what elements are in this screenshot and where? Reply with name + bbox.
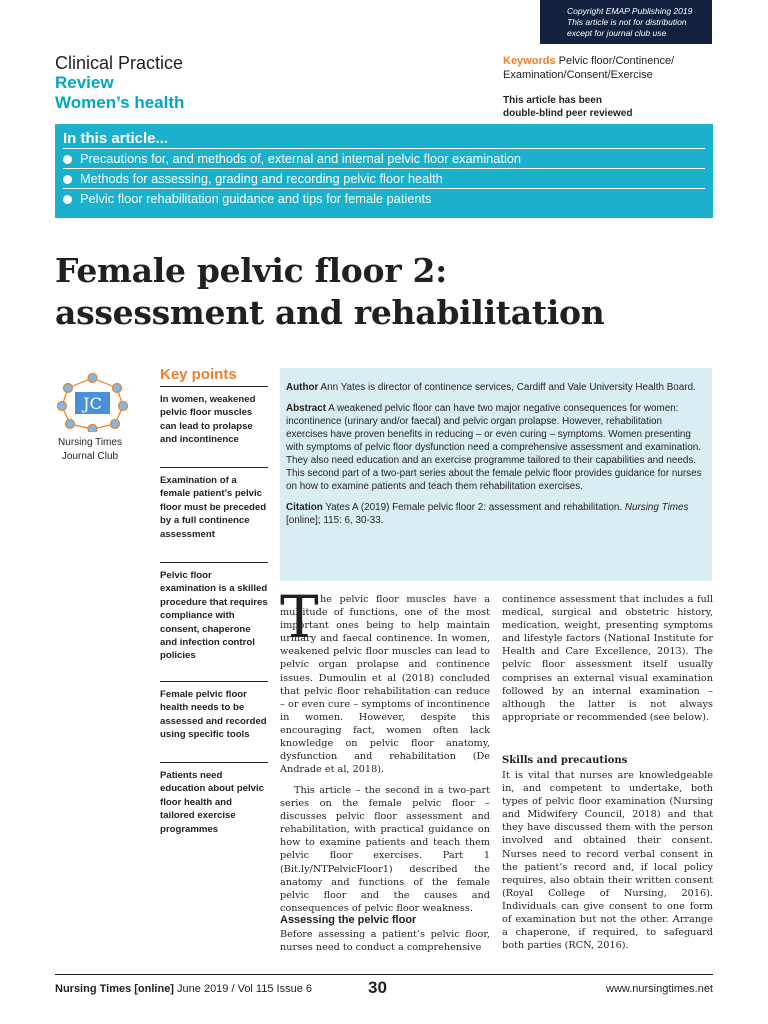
author-label: Author: [286, 382, 319, 393]
abstract-label: Abstract: [286, 403, 327, 414]
in-this-article-list: [63, 148, 705, 208]
copyright-notice: [540, 0, 712, 44]
title-line: Female pelvic floor 2:: [55, 251, 448, 290]
divider: [160, 681, 268, 682]
journal-club-logo-icon: [55, 372, 130, 432]
in-this-article-heading: In this article...: [63, 130, 169, 147]
divider: [160, 762, 268, 763]
key-points-heading: Key points: [160, 366, 237, 383]
divider: [160, 467, 268, 468]
body-paragraph: It is vital that nurses are knowledgeable in, and competent to undertake, both types of pelvic floor examination (Nursing and Midwifery Council, 2018) and that they have discussed them with the person involved and obtained their consent. Nurses need to record verbal consent in the patient’s record and, if local policy requires, also obtain their written consent (Royal College of Nursing, 2016). Individuals can give consent to one form of examination but not the other. Arrange a chaperone, if required, to safeguard both parties (RCN, 2016).: [502, 770, 713, 952]
citation-journal: Nursing Times: [624, 502, 689, 513]
key-point-item: Examination of a female patient’s pelvic floor must be preceded by a full continence assessment: [160, 475, 267, 540]
journal-club-label: [40, 436, 140, 464]
bullet-icon: [63, 175, 72, 184]
keywords-label: Keywords: [503, 55, 556, 67]
peer-review-line: double-blind peer reviewed: [503, 108, 633, 119]
citation-label: Citation: [286, 502, 323, 513]
citation-paragraph: [286, 501, 704, 527]
key-point-item: In women, weakened pelvic floor muscles can lead to prolapse and incontinence: [160, 394, 256, 446]
body-paragraph: continence assessment that includes a full medical, surgical and obstetric history, medication, weight, presenting symptoms and lifestyle factors (National Institute for Health and Care Excellence, 2013). The pelvic floor assessment itself usually comprises an external visual examination followed by an internal examination – although the latter is not always appropriate or recommended (see below).: [502, 594, 713, 723]
footer-url: www.nursingtimes.net: [606, 983, 713, 995]
category-label: Clinical Practice: [55, 53, 184, 73]
list-item-text: Precautions for, and methods of, external and internal pelvic floor examination: [80, 151, 522, 166]
divider: [160, 562, 268, 563]
list-item: [63, 168, 705, 188]
body-paragraph: Before assessing a patient’s pelvic floor, nurses need to conduct a comprehensive: [280, 929, 490, 954]
key-point-item: Female pelvic floor health needs to be assessed and recorded using specific tools: [160, 689, 267, 741]
footer-issue: June 2019 / Vol 115 Issue 6: [173, 983, 312, 995]
logo-text: JC: [83, 394, 102, 413]
keywords-text: Pelvic floor/Continence/ Examination/Consent/Exercise: [503, 55, 675, 81]
footer-journal-info: [55, 983, 312, 995]
section-heading: Assessing the pelvic floor: [280, 914, 417, 926]
keywords: [503, 54, 718, 82]
list-item-text: Methods for assessing, grading and recording pelvic floor health: [80, 171, 443, 186]
copyright-line: except for journal club use: [567, 28, 667, 38]
body-paragraph: This article – the second in a two-part series on the female pelvic floor – discusses pelvic floor assessment and rehabilitation, with practical guidance on how to examine patients and teach them pelvic floor exercises. Part 1 (Bit.ly/NTPelvicFloor1) described the anatomy and functions of the female pelvic floor and the causes and consequences of pelvic floor weakness.: [280, 785, 490, 914]
journal-club-label-line: Nursing Times: [58, 437, 122, 448]
article-type-label: Review: [55, 73, 114, 92]
list-item: [63, 148, 705, 168]
body-paragraph: he pelvic floor muscles have a multitude of functions, one of the most important ones being to help maintain urinary and faecal continence. In women, weakened pelvic floor muscles can lead to pelvic organ prolapse and continence issues. Dumoulin et al (2018) concluded that pelvic floor rehabilitation can reduce – or even cure – symptoms of incontinence in women. However, despite this encouraging fact, women often lack knowledge on pelvic floor anatomy, dysfunction and rehabilitation (De Andrade et al, 2018).: [280, 594, 490, 776]
footer-divider: [55, 974, 713, 975]
in-this-article-box: [55, 124, 713, 218]
bullet-icon: [63, 195, 72, 204]
drop-cap: T: [280, 583, 319, 651]
abstract-text: A weakened pelvic floor can have two major negative consequences for women: incontinence (urinary and/or faecal) and pelvic organ prolapse. However, rehabilitation exercises have proven benefits in reducing – or even curing – symptoms. Women presenting with symptoms of pelvic floor dysfunction need a comprehensive assessment and examination. They also need education and an exercise programme tailored to their capabilities and needs. This second part of a two-part series about the female pelvic floor provides guidance for nurses on how to examine patients and teach them rehabilitation exercises.: [286, 403, 702, 492]
divider: [160, 386, 268, 387]
section-heading: Skills and precautions: [502, 755, 628, 766]
specialty-label: Women’s health: [55, 93, 185, 112]
citation-text: Yates A (2019) Female pelvic floor 2: assessment and rehabilitation.: [322, 502, 625, 513]
peer-review-note: [503, 94, 718, 120]
copyright-line: This article is not for distribution: [567, 17, 687, 27]
peer-review-line: This article has been: [503, 95, 602, 106]
list-item-text: Pelvic floor rehabilitation guidance and tips for female patients: [80, 191, 432, 206]
abstract-paragraph: [286, 402, 704, 493]
key-point-item: Patients need education about pelvic floor health and tailored exercise programmes: [160, 770, 264, 835]
author-paragraph: [286, 381, 704, 394]
abstract-box: [280, 368, 712, 581]
article-title: [55, 250, 715, 334]
citation-rest: [online]; 115: 6, 30-33.: [286, 515, 384, 526]
author-text: Ann Yates is director of continence services, Cardiff and Vale University Health Board.: [318, 382, 696, 393]
page-number: 30: [368, 978, 387, 997]
key-point-item: Pelvic floor examination is a skilled procedure that requires compliance with consent, chaperone and infection control policies: [160, 570, 268, 662]
copyright-line: Copyright EMAP Publishing 2019: [567, 6, 693, 16]
bullet-icon: [63, 155, 72, 164]
list-item: [63, 188, 705, 208]
title-line: assessment and rehabilitation: [55, 293, 605, 332]
footer-journal: Nursing Times [online]: [55, 983, 174, 995]
journal-club-label-line: Journal Club: [61, 451, 119, 462]
